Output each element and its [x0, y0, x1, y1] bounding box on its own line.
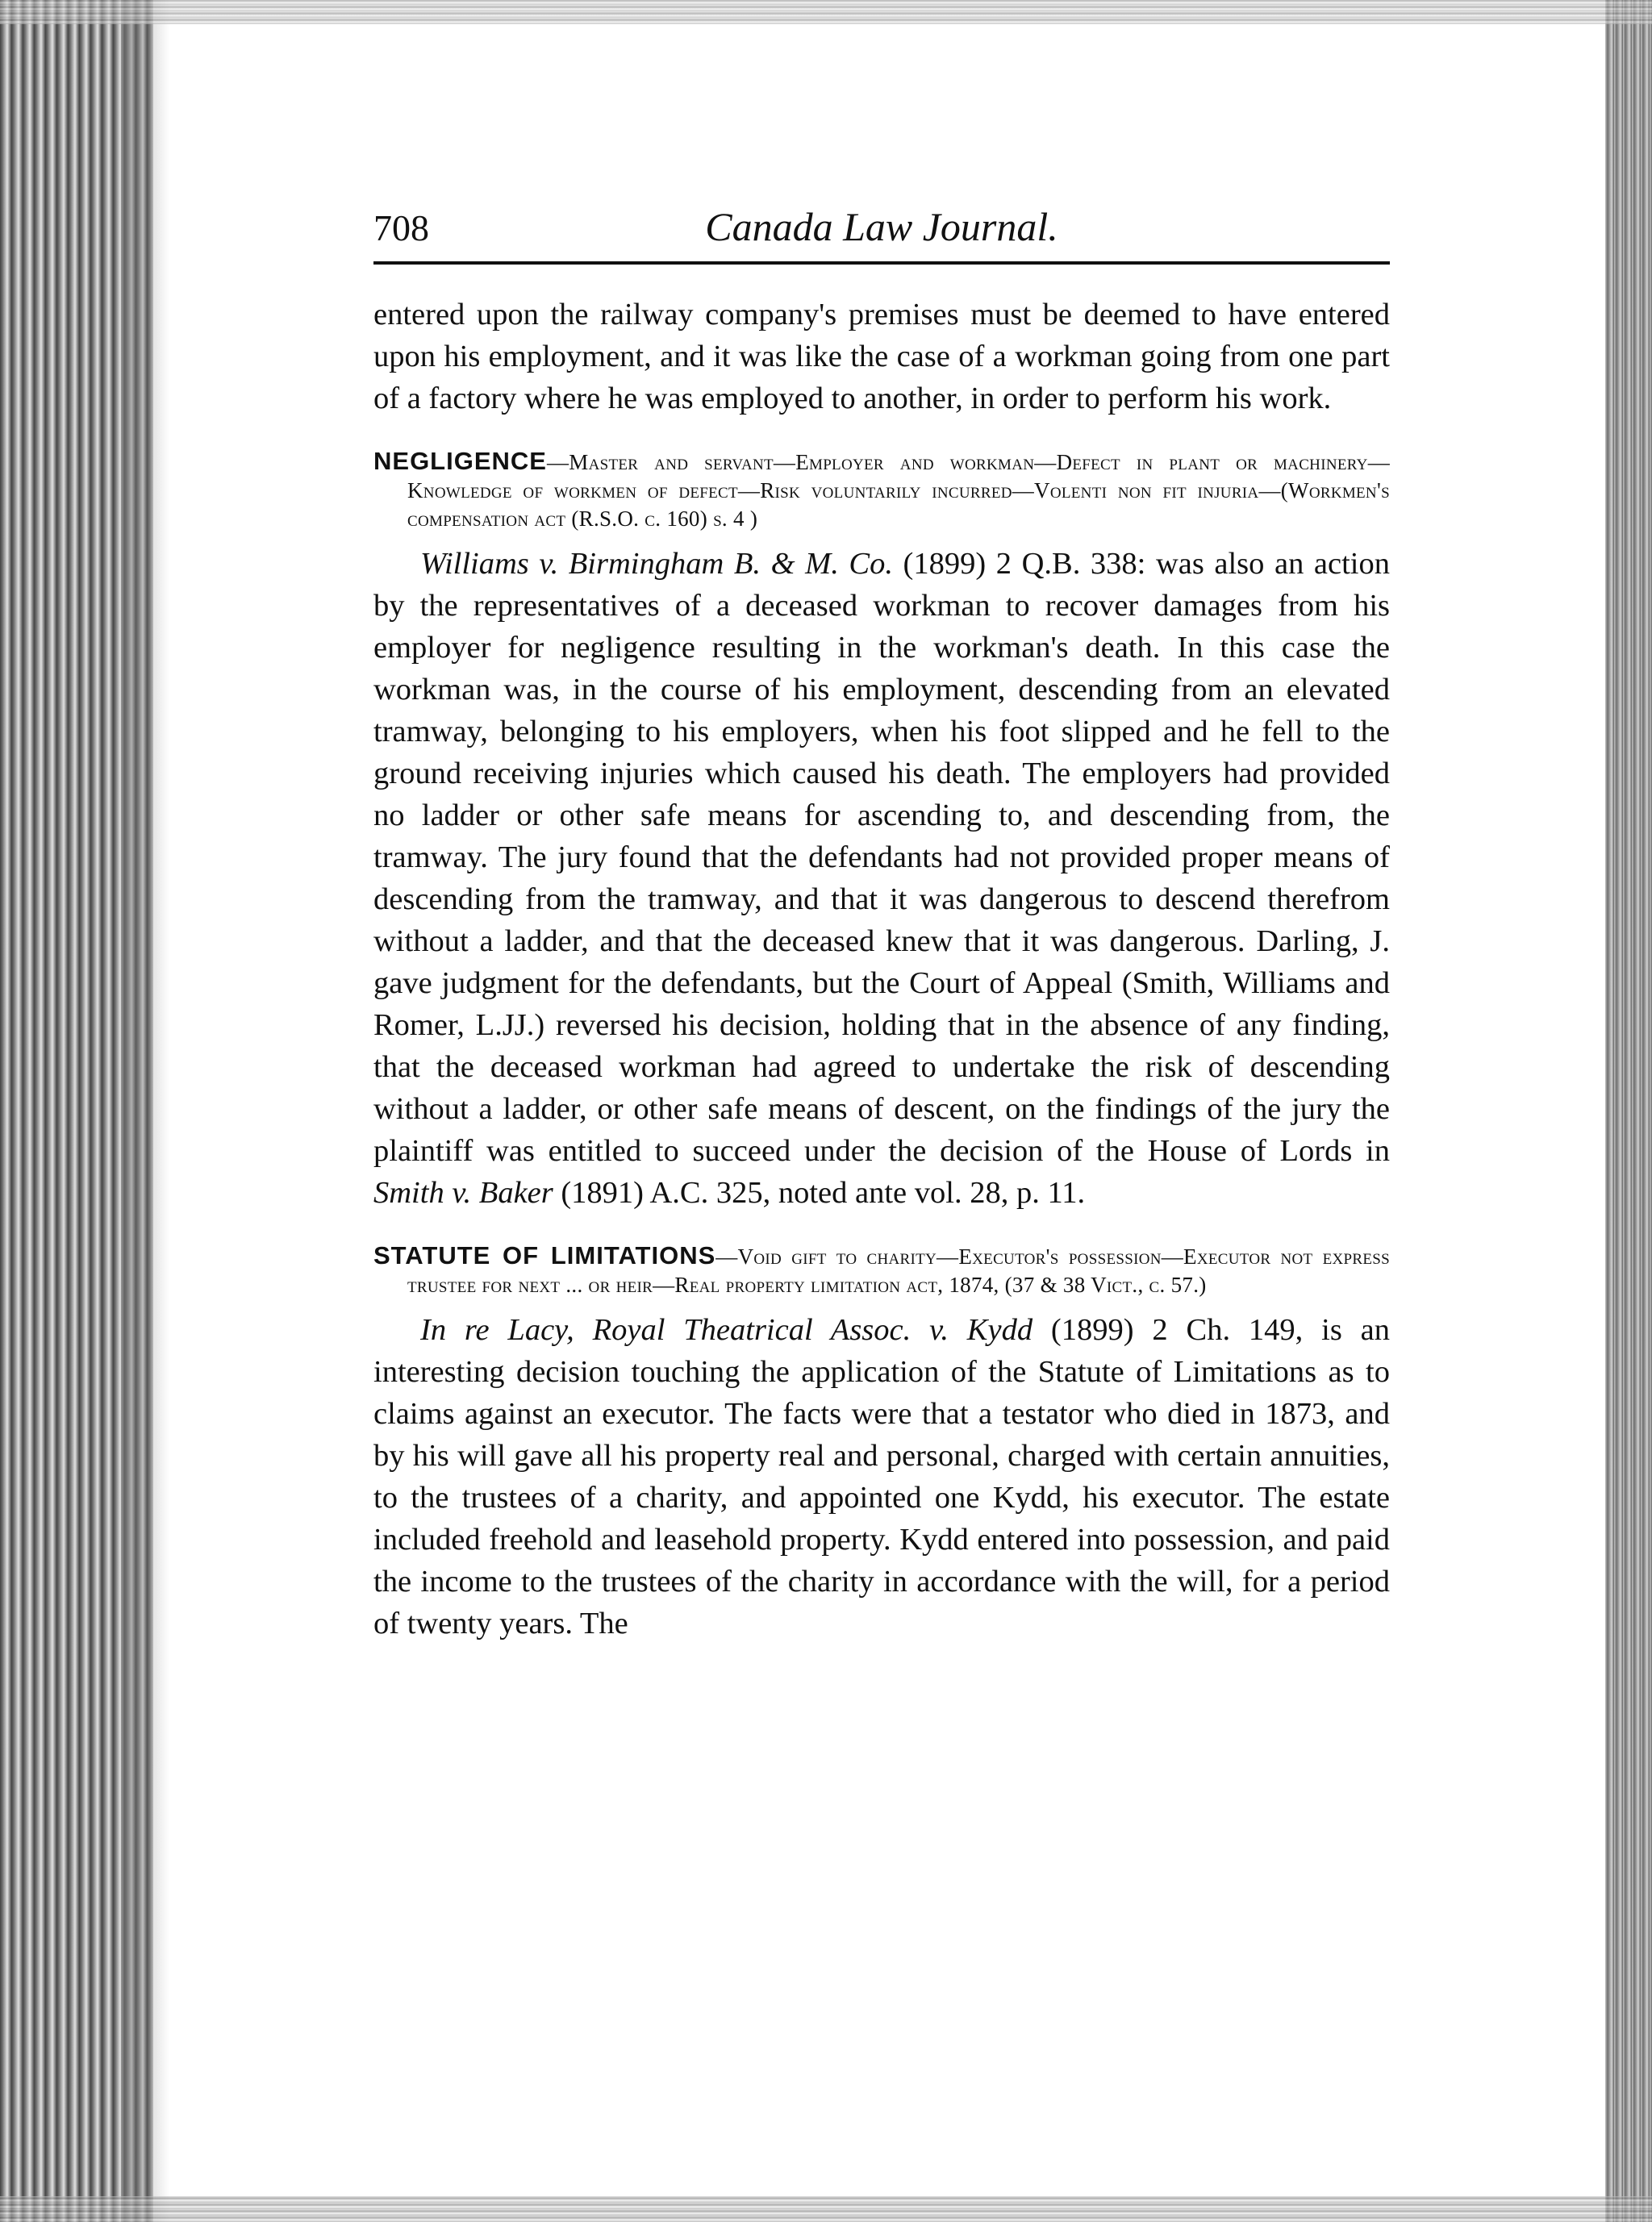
headnote-text: —Void gift to charity—Executor's possession—Executor not express trustee for next ... or heir—Real property limitation act, 1874, (37 & 38 Vict., c. 57.) — [407, 1244, 1390, 1297]
paragraph-continued: entered upon the railway company's premises must be deemed to have entered upon his employment, and it was like the case of a workman going from one part of a factory where he was employed to another, in order to perform his work. — [373, 298, 1390, 415]
scan-edge-bottom — [0, 2196, 1652, 2222]
case-text: (1899) 2 Ch. 149, is an interesting decision touching the application of the Statute of Limitations as to claims against an executor. The facts were that a testator who died in 1873, and by his will gave all his property real and personal, charged with certain annuities, to the trustees of a charity, and appointed one Kydd, his executor. The estate included freehold and leasehold property. Kydd entered into possession, and paid the income to the trustees of the charity in accordance with the will, for a period of twenty years. The — [373, 1313, 1391, 1640]
scan-edge-right — [1605, 0, 1652, 2222]
case-text: was also an action by the representatives of a deceased workman to recover damages from his employer for negligence resulting in the workman's death. In this case the workman was, in the course of his employment, descending from an elevated tramway, belonging to his employers, when his foot slipped and he fell to the ground receiving injuries which caused his death. The employers had provided no ladder or other safe means for ascending to, and descending from, the tramway. The jury found that the defendants had not provided proper means of descending from the tramway, and that it was dangerous to descend therefrom without a ladder, and that the deceased knew that it was dangerous. Darling, J. gave judgment for the defendants, but the Court of Appeal (Smith, Williams and Romer, L.JJ.) reversed his decision, holding that in the absence of any finding, that the deceased workman had agreed to undertake the risk of descending without a ladder, or other safe means of descent, on the findings of the jury the plaintiff was entitled to succeed under the decision of the House of Lords in — [373, 547, 1390, 1168]
case-name-cited: Smith v. Baker — [373, 1176, 553, 1210]
headnote-text: —Master and servant—Employer and workman—Defect in plant or machinery—Knowledge of workmen of defect—Risk voluntarily incurred—Volenti non fit injuria—(Workmen's compensation act (R.S.O. c. 160) s. 4 ) — [407, 450, 1390, 531]
document-page — [373, 202, 1390, 1645]
case-citation: (1899) 2 Q.B. 338: — [892, 547, 1146, 581]
headnote-keyword: NEGLIGENCE — [373, 447, 547, 475]
running-header — [373, 202, 1390, 258]
journal-title: Canada Law Journal. — [705, 204, 1058, 249]
headnote-statute-of-limitations — [373, 1241, 1390, 1299]
case-text-end: (1891) A.C. 325, noted ante vol. 28, p. 11. — [553, 1176, 1086, 1210]
case-name: In re Lacy, Royal Theatrical Assoc. v. Kydd — [420, 1313, 1033, 1347]
scan-edge-top — [0, 0, 1652, 24]
header-rule — [373, 261, 1390, 265]
headnote-keyword: STATUTE OF LIMITATIONS — [373, 1241, 716, 1269]
scan-edge-left-shadow — [121, 0, 169, 2222]
paragraph-williams-case — [373, 543, 1390, 1214]
page-number: 708 — [373, 207, 429, 248]
paragraph-lacy-case — [373, 1309, 1390, 1645]
case-name: Williams v. Birmingham B. & M. Co. — [420, 547, 893, 581]
headnote-negligence — [373, 447, 1390, 533]
